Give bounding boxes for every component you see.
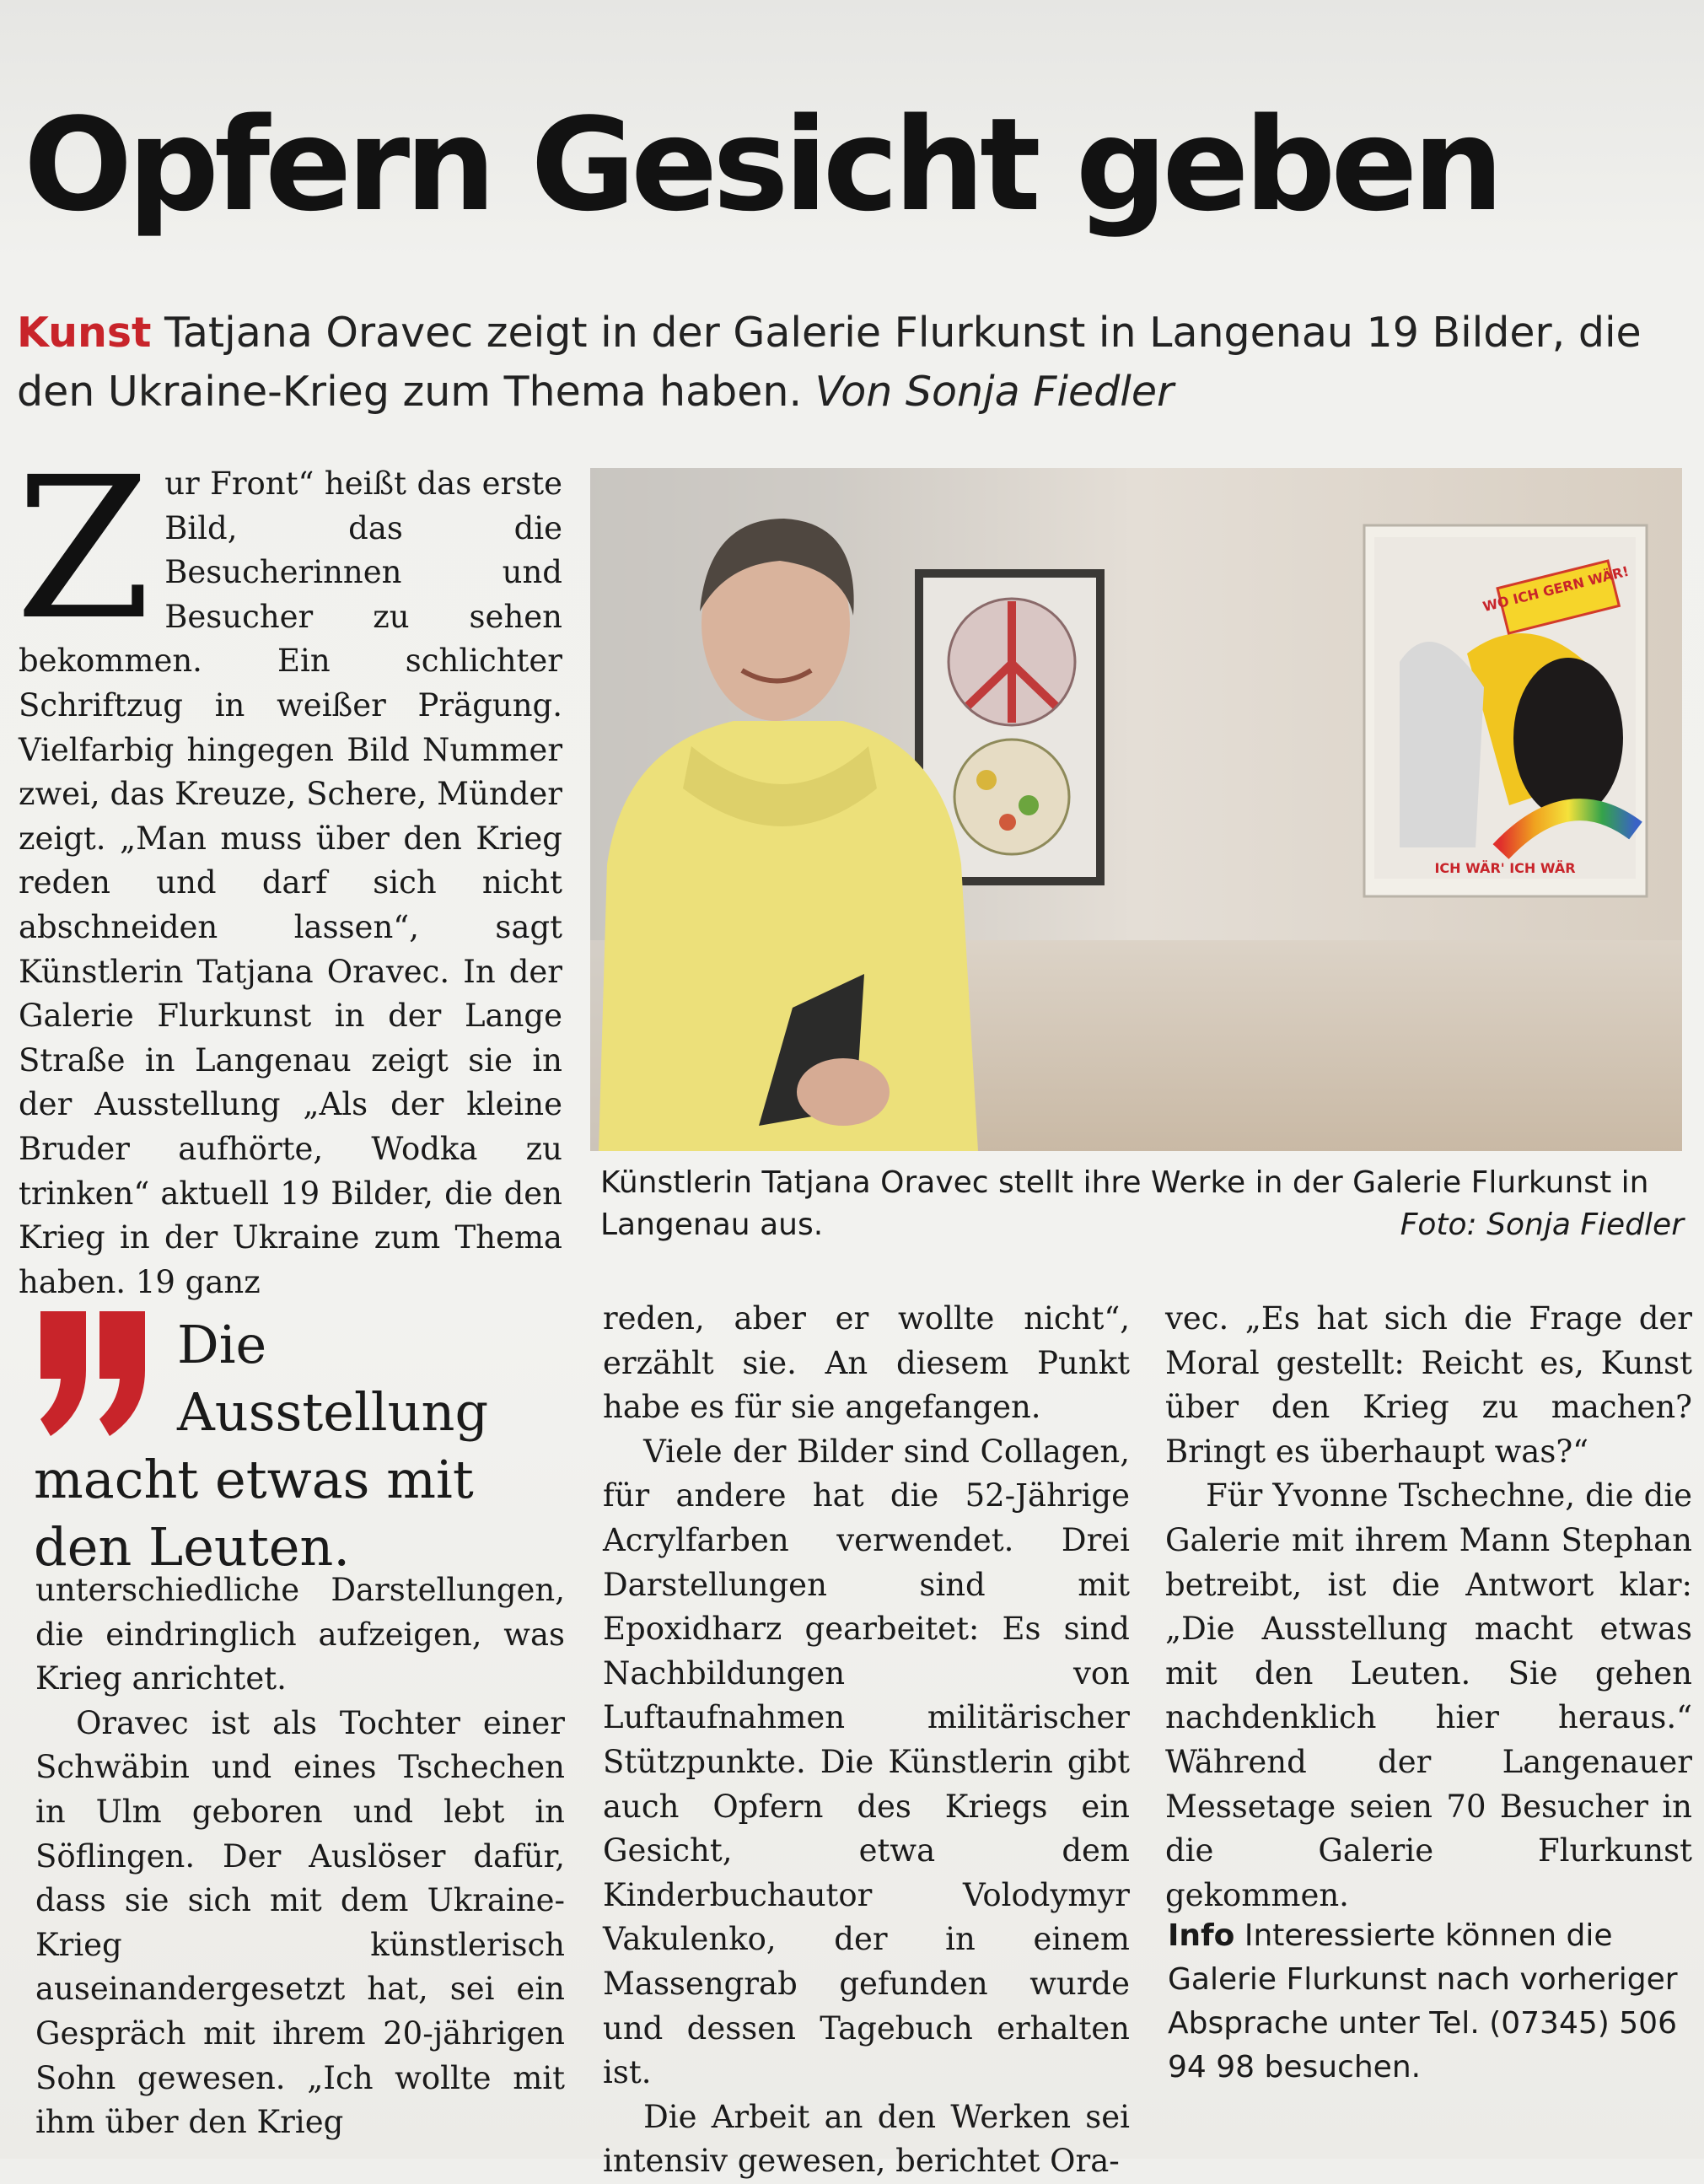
column-1-lead xyxy=(15,435,562,1304)
col2-paragraph-3: Die Arbeit an den Werken sei intensiv gewesen, berichtet Ora- xyxy=(603,2098,1130,2180)
quote-mark-icon xyxy=(34,1311,152,1438)
pull-quote-text: Die Ausstellung macht etwas mit den Leuten. xyxy=(34,1314,489,1578)
info-box xyxy=(1168,1914,1695,2090)
col2-paragraph-1: reden, aber er wollte nicht“, erzählt sie. An diesem Punkt habe es für sie angefangen. xyxy=(603,1300,1130,1426)
kicker: Kunst xyxy=(17,309,152,357)
artwork-rainbow xyxy=(1364,525,1647,896)
col3-paragraph-2: Für Yvonne Tschechne, die die Galerie mit ihrem Mann Stephan betreibt, ist die Antwort klar: „Die Ausstellung macht etwas mit den Leuten. Sie gehen nachdenklich hier heraus.“ Während der Langenauer Messetage seien 70 Besucher in die Galerie Flurkunst gekommen. xyxy=(1165,1477,1692,1913)
photo-caption xyxy=(600,1162,1684,1246)
dropcap: Z xyxy=(15,435,152,663)
col2-paragraph-2: Viele der Bilder sind Collagen, für andere hat die 52-Jährige Acrylfarben verwendet. Drei Darstellungen sind mit Epoxidharz gearbeitet: Es sind Nachbildungen von Luftaufnahmen militärischer Stützpunkte. Die Künstlerin gibt auch Opfern des Kriegs ein Gesicht, etwa dem Kinderbuchautor Volodymyr Vakulenko, der in einem Massengrab gefunden wurde und dessen Tagebuch erhalten ist. xyxy=(603,1433,1130,2091)
lead-paragraph: ur Front“ heißt das erste Bild, das die Besucherinnen und Besucher zu sehen bekommen. Ein schlichter Schriftzug in weißer Prägung. Vielfarbig hingegen Bild Nummer zwei, das Kreuze, Schere, Münder zeigt. „Man muss über den Krieg reden und darf sich nicht abschneiden lassen“, sagt Künstlerin Tatjana Oravec. In der Galerie Flurkunst in der Lange Straße in Langenau zeigt sie in der Ausstellung „Als der kleine Bruder aufhörte, Wodka zu trinken“ aktuell 19 Bilder, die den Krieg in der Ukraine zum Thema haben. 19 ganz xyxy=(19,465,562,1300)
artwork-bottom-lettering: ICH WÄR' ICH WÄR xyxy=(1434,860,1576,876)
photo-illustration xyxy=(590,468,1682,1151)
caption-text: Künstlerin Tatjana Oravec stellt ihre Werke in der Galerie Flurkunst in Langenau aus. xyxy=(600,1165,1649,1242)
info-text: Interessierte können die Galerie Flurkunst nach vorheriger Absprache unter Tel. (07345) 506 94 98 besuchen. xyxy=(1168,1918,1678,2084)
byline: Von Sonja Fiedler xyxy=(814,368,1175,416)
headline: Opfern Gesicht geben xyxy=(24,90,1499,239)
article-photo xyxy=(590,468,1682,1151)
column-1-continued xyxy=(35,1568,565,2145)
col1-continued-text: unterschiedliche Darstellungen, die eindringlich aufzeigen, was Krieg anrichtet. xyxy=(35,1572,565,1697)
photo-credit: Foto: Sonja Fiedler xyxy=(1400,1208,1684,1242)
standfirst-text: Tatjana Oravec zeigt in der Galerie Flurkunst in Langenau 19 Bilder, die den Ukraine-Krieg zum Thema haben. xyxy=(17,309,1642,416)
column-3 xyxy=(1165,1297,1692,1918)
column-2 xyxy=(603,1297,1130,2184)
artwork-top-lettering: WO ICH GERN WÄR! xyxy=(1481,562,1631,616)
standfirst xyxy=(17,304,1669,422)
info-label: Info xyxy=(1168,1918,1235,1953)
pull-quote xyxy=(34,1311,573,1581)
col3-paragraph-1: vec. „Es hat sich die Frage der Moral gestellt: Reicht es, Kunst über den Krieg zu machen? Bringt es überhaupt was?“ xyxy=(1165,1300,1692,1470)
col1-paragraph-2: Oravec ist als Tochter einer Schwäbin und eines Tschechen in Ulm geboren und lebt in Söflingen. Der Auslöser dafür, dass sie sich mit dem Ukraine-Krieg künstlerisch auseinandergesetzt hat, sei ein Gespräch mit ihrem 20-jährigen Sohn gewesen. „Ich wollte mit ihm über den Krieg xyxy=(35,1704,565,2141)
